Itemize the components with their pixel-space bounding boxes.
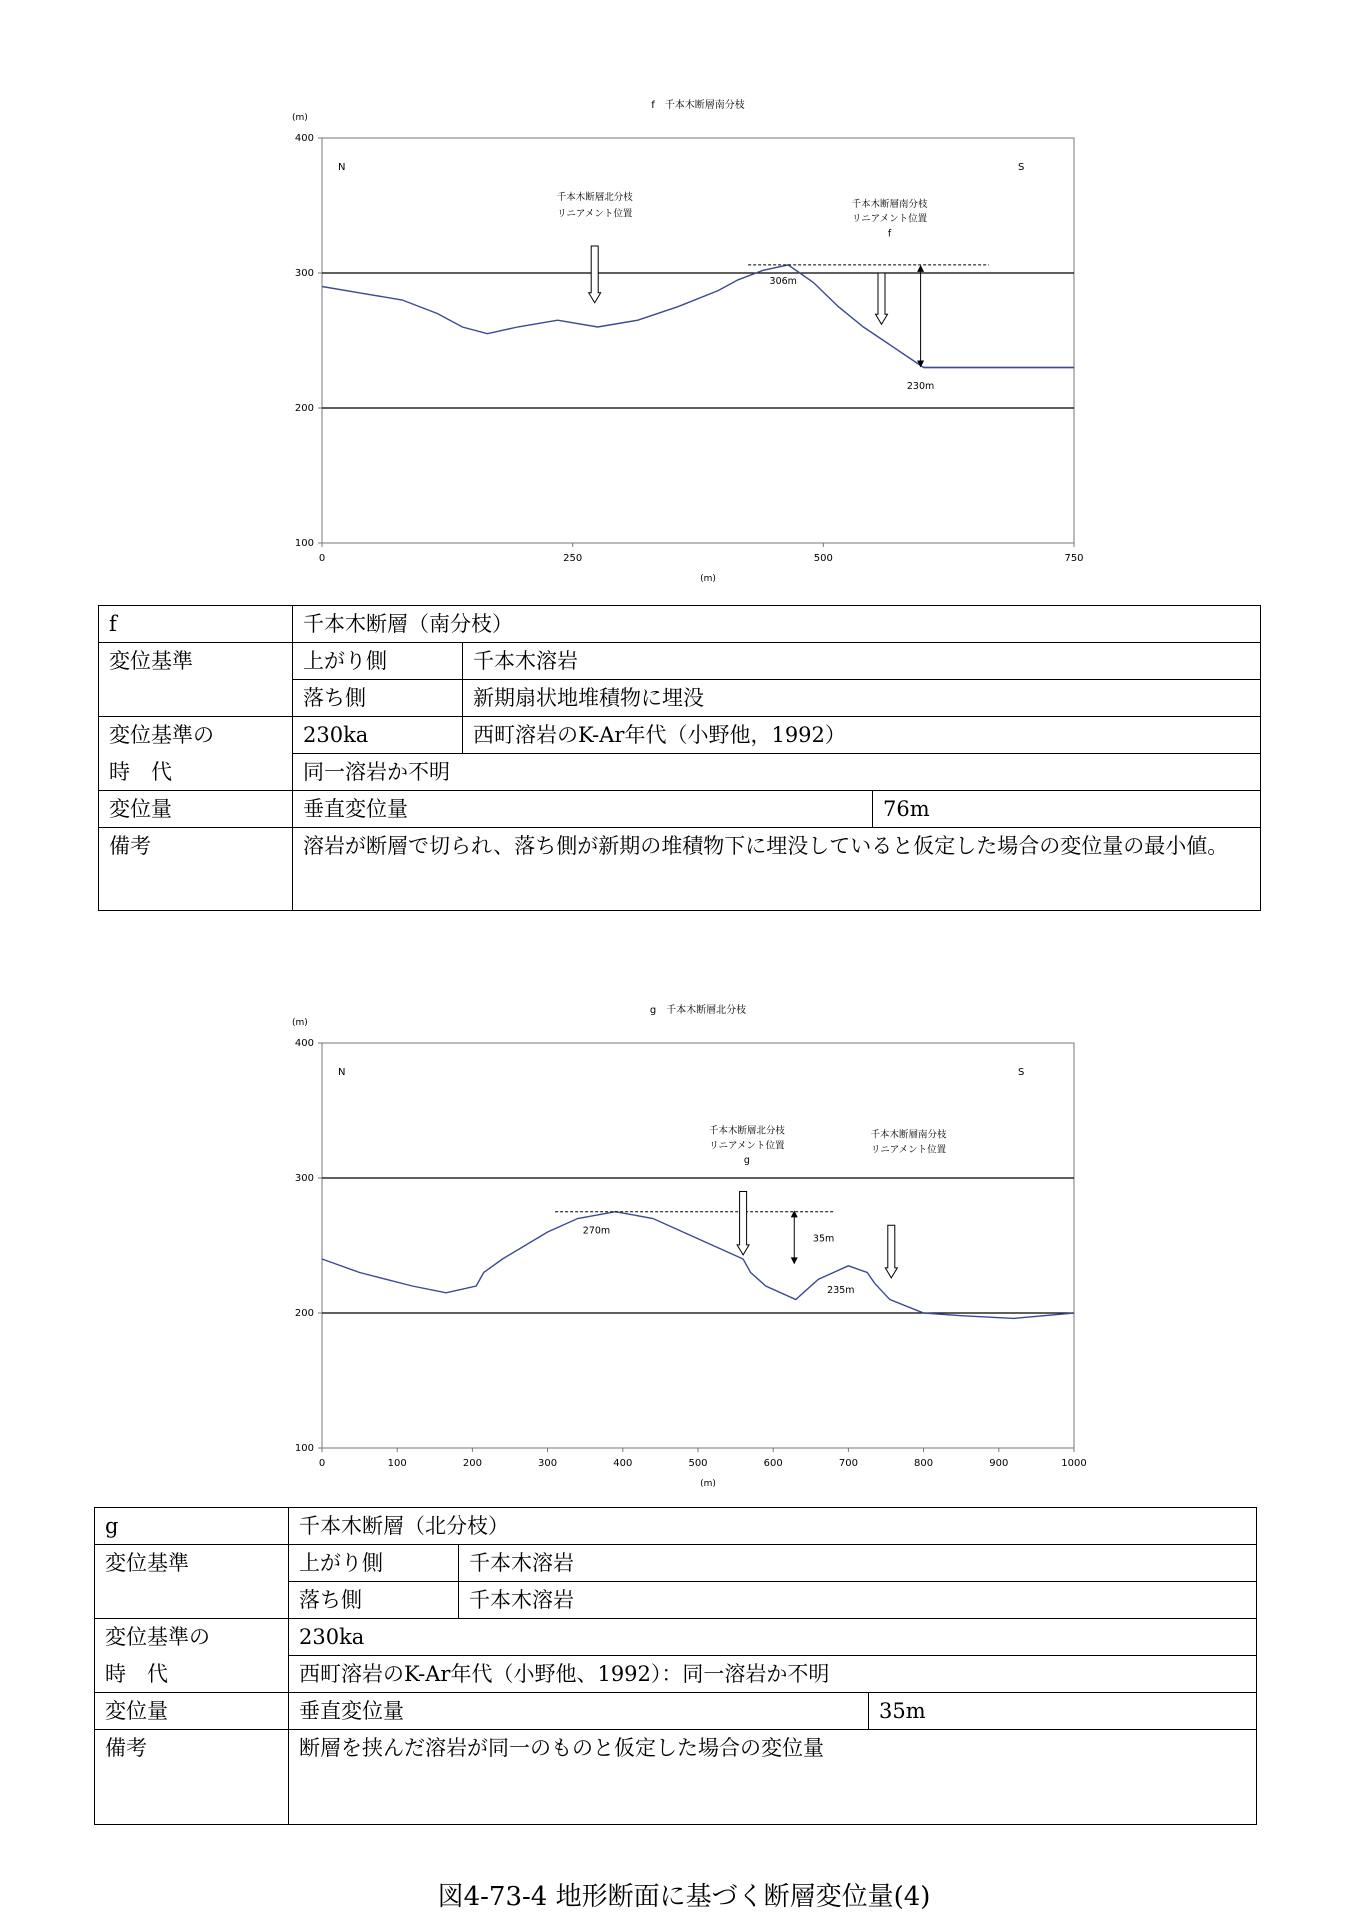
chart-g-svg (270, 995, 1100, 1500)
table-g-basis-label: 変位基準 (95, 1545, 289, 1582)
chart-f-xtick-label-1: 250 (563, 553, 583, 564)
chart-f-profile-line-0 (322, 265, 1074, 368)
table-g-disp-value: 35m (869, 1693, 1257, 1730)
chart-f-annotation-1: リニアメント位置 (557, 208, 633, 220)
table-g-disp-type: 垂直変位量 (289, 1693, 869, 1730)
table-f-disp-value: 76m (873, 791, 1261, 828)
chart-g-xtick-label-2: 200 (462, 1458, 482, 1469)
table-f-disp-label: 変位量 (99, 791, 293, 828)
chart-g-xtick-label-0: 0 (318, 1458, 326, 1469)
chart-g-annotation-4: リニアメント位置 (870, 1144, 947, 1156)
table-g-age-label-1: 変位基準の (95, 1619, 289, 1656)
table-g-name: 千本木断層（北分枝） (289, 1508, 1257, 1545)
chart-g (270, 995, 1100, 1500)
figure-caption: 図4-73-4 地形断面に基づく断層変位量(4) (437, 1882, 931, 1912)
chart-f-annotation-5: 306m (769, 275, 797, 287)
chart-g-south-label: S (1018, 1067, 1025, 1078)
table-g-upthrown-label: 上がり側 (289, 1545, 459, 1582)
table-g (94, 1507, 1257, 1825)
chart-f-xtick-label-0: 0 (318, 553, 326, 564)
table-f-age-source: 西町溶岩のK-Ar年代（小野他，1992） (463, 717, 1261, 754)
table-f-age-label-1: 変位基準の (99, 717, 293, 754)
chart-f-xtick-label-3: 750 (1064, 553, 1084, 564)
table-g-age-label-2: 時 代 (95, 1656, 289, 1693)
chart-g-xtick-label-6: 600 (763, 1458, 783, 1469)
chart-g-north-label: N (338, 1067, 346, 1078)
chart-g-ytick-label-1: 200 (294, 1308, 314, 1319)
table-f-disp-type: 垂直変位量 (293, 791, 873, 828)
chart-f-svg (270, 90, 1100, 595)
chart-g-annotation-1: リニアメント位置 (709, 1140, 785, 1152)
chart-f-plot-frame (322, 138, 1074, 543)
table-f-id: f (99, 606, 293, 643)
table-f-age-note: 同一溶岩か不明 (293, 754, 1261, 791)
chart-g-ytick-label-2: 300 (294, 1173, 314, 1184)
chart-g-lineament-arrow-0 (737, 1192, 749, 1255)
chart-f (270, 90, 1100, 595)
table-f-downthrown-value: 新期扇状地堆積物に埋没 (463, 680, 1261, 717)
chart-g-xtick-label-1: 100 (387, 1458, 407, 1469)
chart-g-xtick-label-10: 1000 (1061, 1458, 1087, 1469)
chart-g-annotation-6: 35m (812, 1233, 835, 1245)
chart-f-ytick-label-1: 200 (294, 403, 314, 414)
chart-f-south-label: S (1018, 162, 1025, 173)
chart-f-lineament-arrow-1 (876, 273, 888, 324)
chart-f-annotation-6: 230m (906, 381, 935, 393)
table-g-downthrown-value: 千本木溶岩 (459, 1582, 1257, 1619)
chart-g-xtick-label-4: 400 (613, 1458, 633, 1469)
chart-g-xtick-label-5: 500 (688, 1458, 708, 1469)
table-f-remarks-label: 備考 (99, 828, 293, 911)
table-f-remarks: 溶岩が断層で切られ、落ち側が新期の堆積物下に埋没していると仮定した場合の変位量の最小値。 (293, 828, 1261, 911)
chart-f-y-unit: (m) (292, 113, 308, 123)
chart-f-title: f 千本木断層南分枝 (651, 100, 745, 111)
table-f-downthrown-label: 落ち側 (293, 680, 463, 717)
table-g-remarks: 断層を挟んだ溶岩が同一のものと仮定した場合の変位量 (289, 1730, 1257, 1825)
chart-g-ytick-label-0: 100 (294, 1443, 314, 1454)
chart-g-annotation-7: 235m (827, 1284, 855, 1296)
chart-g-ytick-label-3: 400 (294, 1038, 314, 1049)
chart-g-plot-frame (322, 1043, 1074, 1448)
chart-g-dimension-arrowhead-bottom (791, 1257, 798, 1264)
chart-f-annotation-4: f (887, 228, 892, 240)
chart-g-annotation-0: 千本木断層北分枝 (708, 1125, 785, 1137)
table-g-disp-label: 変位量 (95, 1693, 289, 1730)
chart-f-lineament-arrow-0 (589, 246, 601, 303)
chart-g-y-unit: (m) (292, 1018, 308, 1028)
chart-f-x-unit: (m) (700, 574, 716, 584)
table-f-age-value: 230ka (293, 717, 463, 754)
table-g-downthrown-label: 落ち側 (289, 1582, 459, 1619)
table-g-basis-blank (95, 1582, 289, 1619)
chart-g-xtick-label-8: 800 (914, 1458, 934, 1469)
chart-g-xtick-label-9: 900 (989, 1458, 1009, 1469)
chart-g-profile-line-0 (322, 1212, 1074, 1319)
chart-f-dimension-arrowhead-top (917, 265, 924, 272)
chart-f-annotation-3: リニアメント位置 (851, 213, 928, 225)
chart-f-ytick-label-0: 100 (294, 538, 314, 549)
table-f-upthrown-label: 上がり側 (293, 643, 463, 680)
table-f (98, 605, 1261, 911)
table-f-upthrown-value: 千本木溶岩 (463, 643, 1261, 680)
chart-f-xtick-label-2: 500 (813, 553, 833, 564)
table-f-name: 千本木断層（南分枝） (293, 606, 1261, 643)
chart-g-x-unit: (m) (700, 1479, 716, 1489)
table-g-remarks-label: 備考 (95, 1730, 289, 1825)
table-g-age-value: 230ka (289, 1619, 1257, 1656)
chart-g-xtick-label-3: 300 (538, 1458, 558, 1469)
chart-g-annotation-2: g (743, 1155, 750, 1167)
table-g-upthrown-value: 千本木溶岩 (459, 1545, 1257, 1582)
chart-g-lineament-arrow-1 (885, 1225, 897, 1278)
table-g-age-source: 西町溶岩のK-Ar年代（小野他、1992）：同一溶岩か不明 (289, 1656, 1257, 1693)
chart-g-xtick-label-7: 700 (838, 1458, 858, 1469)
table-g-id: g (95, 1508, 289, 1545)
chart-f-ytick-label-2: 300 (294, 268, 314, 279)
chart-g-title: g 千本木断層北分枝 (649, 1005, 747, 1016)
table-f-age-label-2: 時 代 (99, 754, 293, 791)
chart-f-annotation-0: 千本木断層北分枝 (556, 192, 633, 204)
table-f-basis-label: 変位基準 (99, 643, 293, 680)
chart-f-north-label: N (338, 162, 346, 173)
chart-g-annotation-3: 千本木断層南分枝 (870, 1129, 947, 1141)
chart-f-annotation-2: 千本木断層南分枝 (851, 198, 928, 210)
chart-g-annotation-5: 270m (582, 1225, 611, 1237)
chart-f-ytick-label-3: 400 (294, 133, 314, 144)
table-f-basis-blank (99, 680, 293, 717)
